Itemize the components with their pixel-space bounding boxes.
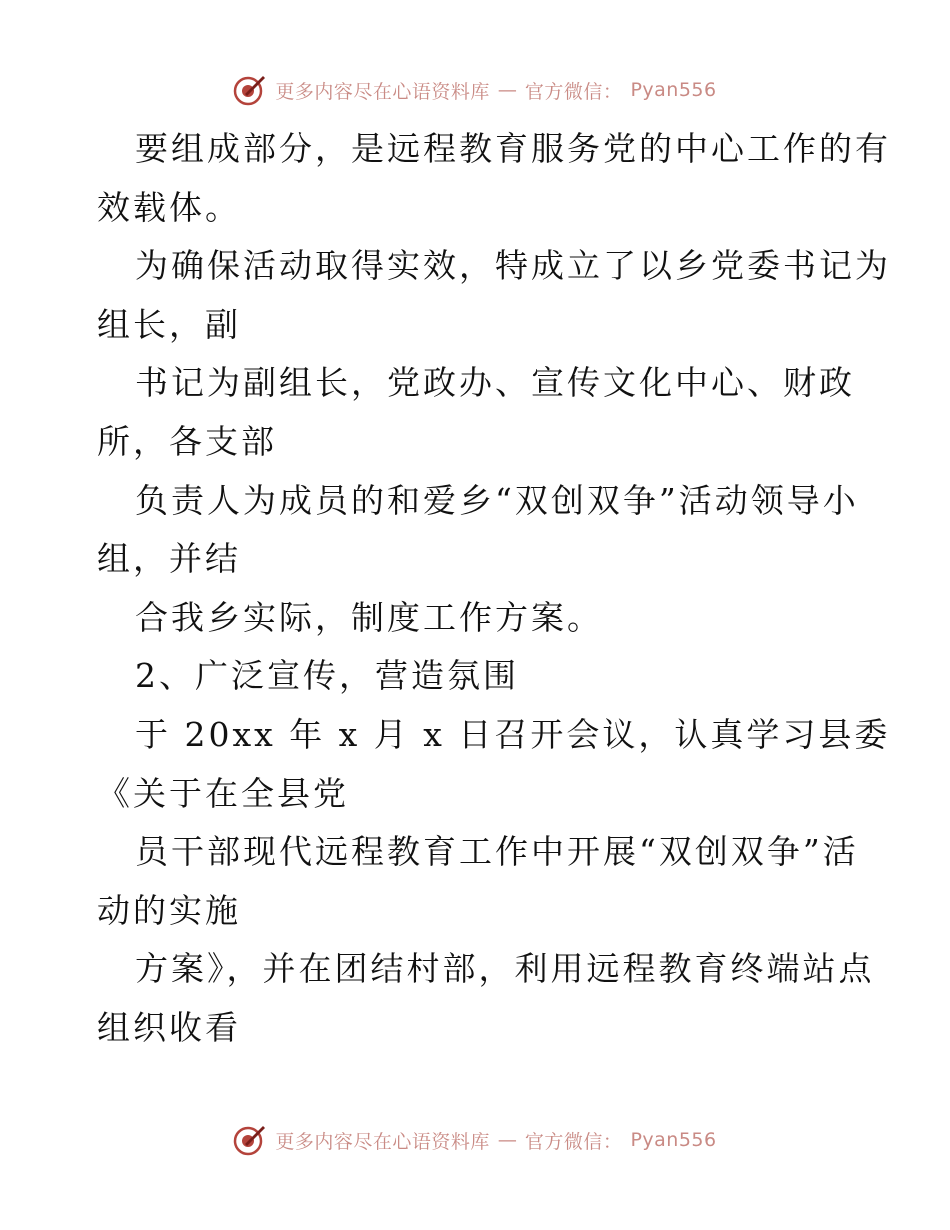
text-line: 书记为副组长，党政办、宣传文化中心、财政 — [135, 363, 855, 403]
text-line: 组，并结 — [97, 539, 241, 579]
text-line: 组长，副 — [97, 304, 241, 344]
text-line: 组织收看 — [97, 1007, 241, 1047]
watermark-separator: — — [497, 1129, 517, 1151]
text-line: 效载体。 — [97, 187, 241, 227]
watermark-text: 更多内容尽在心语资料库 — [275, 80, 490, 103]
text-line: 合我乡实际，制度工作方案。 — [135, 597, 603, 637]
watermark-wechat-label: 官方微信： — [524, 80, 623, 103]
watermark-separator: — — [497, 79, 517, 101]
quill-seal-icon — [233, 1123, 267, 1157]
section-heading: 2、广泛宣传，营造氛围 — [135, 656, 519, 696]
text-line: 《关于在全县党 — [97, 773, 349, 813]
text-line: 动的实施 — [97, 890, 241, 930]
watermark-wechat-label: 官方微信： — [524, 1130, 623, 1153]
watermark-wechat-id: Pyan556 — [630, 1129, 717, 1151]
text-line: 于 20xx 年 x 月 x 日召开会议，认真学习县委 — [135, 714, 891, 754]
watermark-wechat-id: Pyan556 — [630, 79, 717, 101]
text-line: 所，各支部 — [97, 421, 277, 461]
text-line: 员干部现代远程教育工作中开展“双创双争”活 — [135, 832, 859, 872]
watermark-text: 更多内容尽在心语资料库 — [275, 1130, 490, 1153]
footer-watermark — [0, 1120, 950, 1160]
text-line: 方案》，并在团结村部，利用远程教育终端站点 — [135, 949, 875, 989]
header-watermark — [0, 70, 950, 110]
text-line: 为确保活动取得实效，特成立了以乡党委书记为 — [135, 246, 891, 286]
text-line: 负责人为成员的和爱乡“双创双争”活动领导小 — [135, 480, 859, 520]
text-line: 要组成部分，是远程教育服务党的中心工作的有 — [135, 129, 891, 168]
quill-seal-icon — [233, 73, 267, 107]
document-body — [97, 120, 891, 1058]
